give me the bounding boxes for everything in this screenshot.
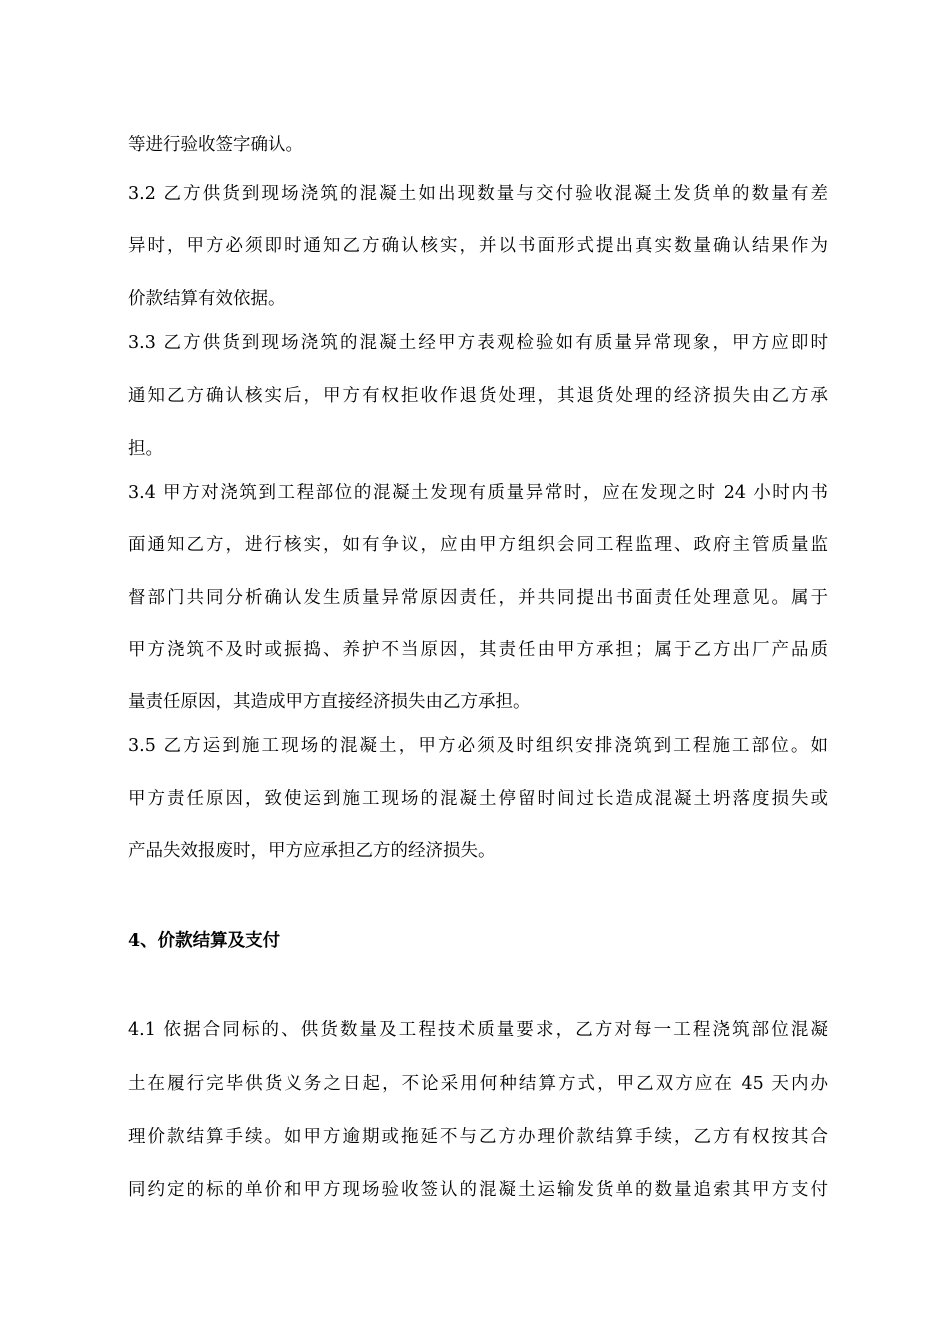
- text-line: 3.3 乙方供货到现场浇筑的混凝土经甲方表观检验如有质量异常现象，甲方应即时: [128, 333, 828, 353]
- text-line: 甲方浇筑不及时或振捣、养护不当原因，其责任由甲方承担；属于乙方出厂产品质: [128, 640, 828, 660]
- text-line: 3.2 乙方供货到现场浇筑的混凝土如出现数量与交付验收混凝土发货单的数量有差: [128, 184, 828, 204]
- text-line: 甲方责任原因，致使运到施工现场的混凝土停留时间过长造成混凝土坍落度损失或: [128, 789, 828, 809]
- text-line: 通知乙方确认核实后，甲方有权拒收作退货处理，其退货处理的经济损失由乙方承: [128, 386, 828, 406]
- text-line: 督部门共同分析确认发生质量异常原因责任，并共同提出书面责任处理意见。属于: [128, 588, 828, 608]
- text-line: 异时，甲方必须即时通知乙方确认核实，并以书面形式提出真实数量确认结果作为: [128, 236, 828, 256]
- text-line: 3.5 乙方运到施工现场的混凝土，甲方必须及时组织安排浇筑到工程施工部位。如: [128, 736, 828, 756]
- section-heading: 4、价款结算及支付: [128, 931, 281, 951]
- text-line: 等进行验收签字确认。: [128, 135, 303, 155]
- text-line: 同约定的标的单价和甲方现场验收签认的混凝土运输发货单的数量追索其甲方支付: [128, 1180, 828, 1200]
- text-line: 土在履行完毕供货义务之日起，不论采用何种结算方式，甲乙双方应在 45 天内办: [128, 1074, 828, 1094]
- text-line: 量责任原因，其造成甲方直接经济损失由乙方承担。: [128, 692, 531, 712]
- text-line: 担。: [128, 439, 163, 459]
- text-line: 3.4 甲方对浇筑到工程部位的混凝土发现有质量异常时，应在发现之时 24 小时内书: [128, 483, 828, 503]
- text-line: 价款结算有效依据。: [128, 289, 286, 309]
- text-line: 理价款结算手续。如甲方逾期或拖延不与乙方办理价款结算手续，乙方有权按其合: [128, 1127, 828, 1147]
- text-line: 产品失效报废时，甲方应承担乙方的经济损失。: [128, 841, 496, 861]
- text-line: 面通知乙方，进行核实，如有争议，应由甲方组织会同工程监理、政府主管质量监: [128, 535, 828, 555]
- text-line: 4.1 依据合同标的、供货数量及工程技术质量要求，乙方对每一工程浇筑部位混凝: [128, 1020, 828, 1040]
